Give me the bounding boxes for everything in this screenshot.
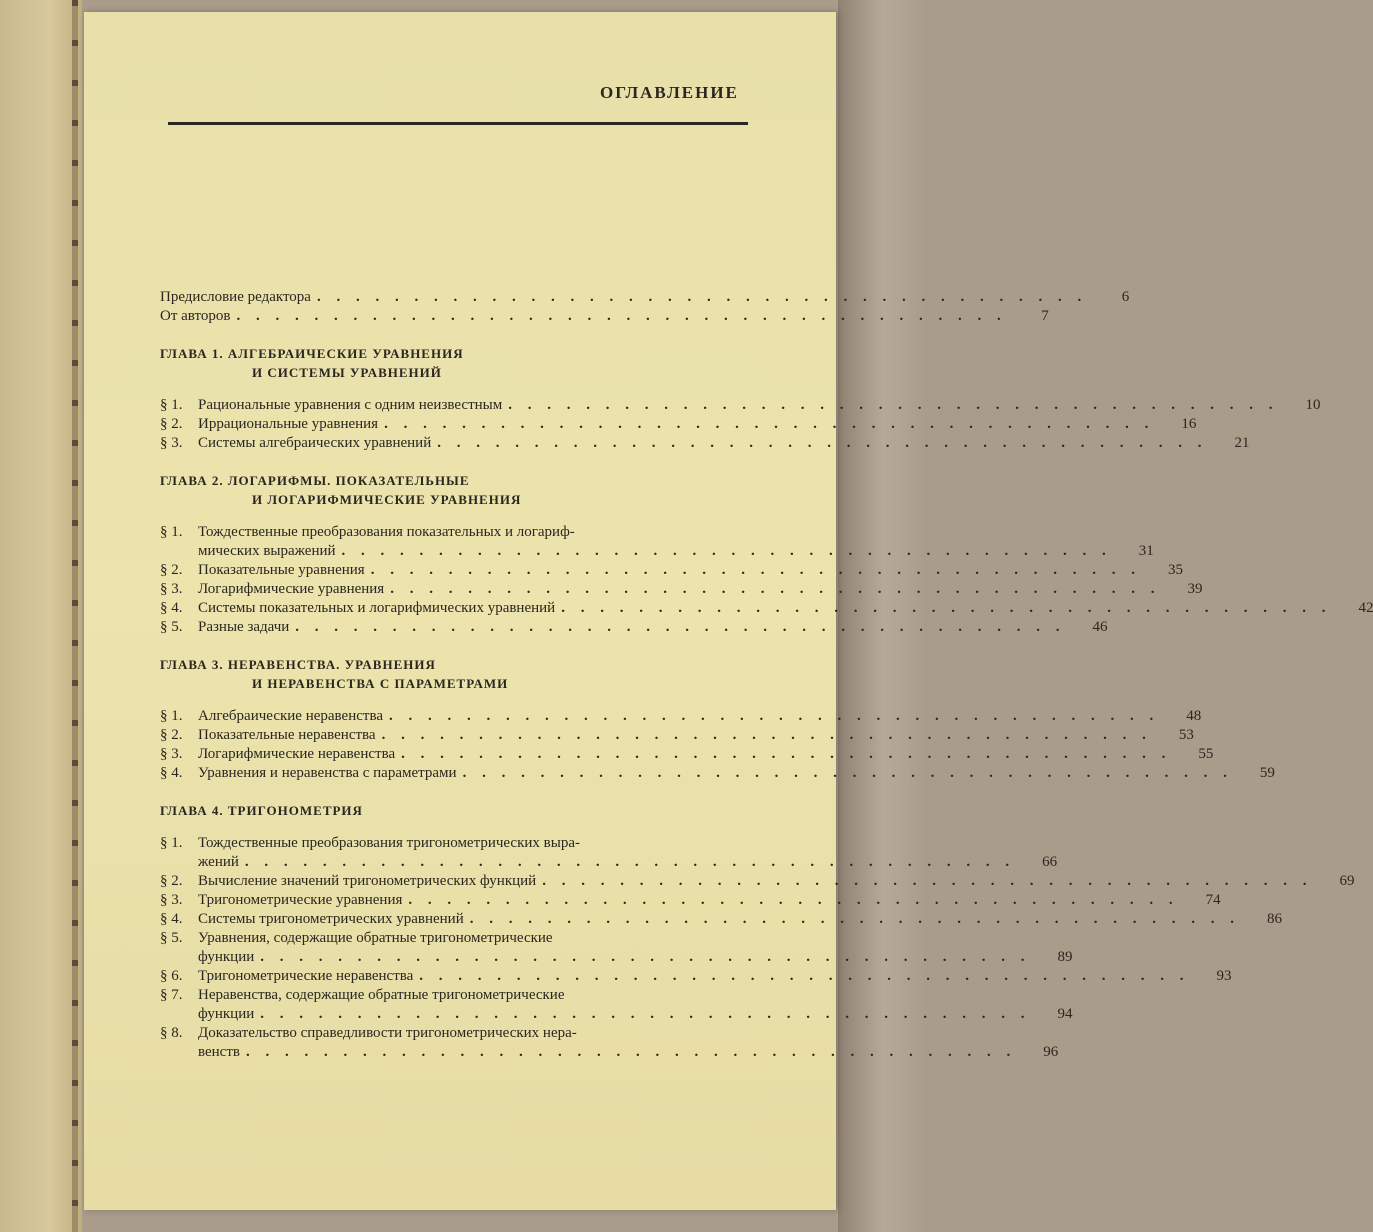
page-number: 10 (1305, 397, 1321, 413)
entry-continuation (198, 542, 1154, 561)
table-of-contents (160, 288, 1373, 1062)
section-number: § 3. (160, 435, 183, 451)
section-number: § 1. (160, 708, 183, 724)
chapter-title-line1: ГЛАВА 1. АЛГЕБРАИЧЕСКИЕ УРАВНЕНИЯ (160, 346, 464, 361)
chapter-heading (160, 471, 770, 509)
page-number: 66 (1042, 854, 1058, 870)
entry-title-continued: функции (198, 949, 255, 965)
leader-dots: . . . . . . . . . . . . . . . . . . . . . . . . . . . . . . . . . . . . . . . . (388, 708, 1160, 724)
leader-dots: . . . . . . . . . . . . . . . . . . . . . . . . . . . . . . . . . . . . . . . . (260, 949, 1031, 965)
leader-dots: . . . . . . . . . . . . . . . . . . . . . . . . . . . . . . . . . . . . . . . . (408, 892, 1179, 908)
leader-dots: . . . . . . . . . . . . . . . . . . . . . . . . . . . . . . . . . . . . . . . . (390, 581, 1161, 597)
entry-title: Тригонометрические уравнения (198, 892, 403, 908)
leader-dots: . . . . . . . . . . . . . . . . . . . . . . . . . . . . . . . . . . . . . . . . (508, 397, 1279, 413)
entry-body (198, 1024, 1058, 1062)
section-number: § 5. (160, 619, 183, 635)
section-number: § 6. (160, 968, 183, 984)
chapter-title-line2: И ЛОГАРИФМИЧЕСКИЕ УРАВНЕНИЯ (252, 492, 522, 507)
chapter-heading (160, 801, 770, 820)
leader-dots: . . . . . . . . . . . . . . . . . . . . . . . . . . . . . . . . . . . . . . . . (295, 619, 1066, 635)
entry-title: Системы показательных и логарифмических уравнений (198, 600, 556, 616)
leader-dots: . . . . . . . . . . . . . . . . . . . . . . . . . . . . . . . . . . . . . . . . (469, 911, 1240, 927)
leader-dots: . . . . . . . . . . . . . . . . . . . . . . . . . . . . . . . . . . . . . . . . (236, 308, 1007, 324)
page-number: 96 (1043, 1044, 1059, 1060)
page-number: 16 (1181, 416, 1197, 432)
page-number: 86 (1266, 911, 1282, 927)
leader-dots: . . . . . . . . . . . . . . . . . . . . . . . . . . . . . . . . . . . . . . . . (462, 765, 1233, 781)
entry-title: Разные задачи (198, 619, 290, 635)
toc-entry[interactable] (160, 396, 1321, 415)
page-number: 94 (1057, 1006, 1073, 1022)
leader-dots: . . . . . . . . . . . . . . . . . . . . . . . . . . . . . . . . . . . . . . . . (437, 435, 1208, 451)
entry-continuation (198, 853, 1057, 872)
section-number: § 2. (160, 562, 183, 578)
section-number: § 2. (160, 416, 183, 432)
page-number: 6 (1121, 289, 1130, 305)
entry-body (198, 523, 1154, 561)
header-rule (168, 122, 748, 125)
toc-entry[interactable] (160, 707, 1202, 726)
entry-title: Неравенства, содержащие обратные тригонометрические (198, 987, 565, 1003)
entry-title: Логарифмические уравнения (198, 581, 385, 597)
section-number: § 3. (160, 892, 183, 908)
page-number: 93 (1216, 968, 1232, 984)
page-number: 21 (1234, 435, 1250, 451)
leader-dots: . . . . . . . . . . . . . . . . . . . . . . . . . . . . . . . . . . . . . . . . (384, 416, 1155, 432)
entry-continuation (198, 1005, 1073, 1024)
toc-entry[interactable] (160, 910, 1282, 929)
leader-dots: . . . . . . . . . . . . . . . . . . . . . . . . . . . . . . . . . . . . . . . . (245, 1044, 1017, 1060)
entry-title: Иррациональные уравнения (198, 416, 379, 432)
toc-entry[interactable] (160, 1024, 1059, 1062)
section-number: § 2. (160, 873, 183, 889)
section-number: § 5. (160, 930, 183, 946)
entry-title: Системы алгебраических уравнений (198, 435, 432, 451)
entry-title-continued: жений (198, 854, 239, 870)
entry-title-continued: венств (198, 1044, 240, 1060)
toc-entry[interactable] (160, 434, 1250, 453)
page-number: 35 (1167, 562, 1183, 578)
section-number: § 4. (160, 765, 183, 781)
toc-entry[interactable] (160, 415, 1197, 434)
section-number: § 7. (160, 987, 183, 1003)
toc-entry[interactable] (160, 561, 1183, 580)
entry-title: Тождественные преобразования тригонометрических выра- (198, 835, 580, 851)
page-title: ОГЛАВЛЕНИЕ (600, 83, 739, 102)
entry-title: Показательные уравнения (198, 562, 365, 578)
section-number: § 1. (160, 835, 183, 851)
page-number: 48 (1186, 708, 1202, 724)
toc-entry[interactable] (160, 726, 1194, 745)
section-number: § 1. (160, 397, 183, 413)
entry-title: Уравнения, содержащие обратные тригонометрические (198, 930, 553, 946)
page-number: 7 (1041, 308, 1049, 324)
section-number: § 4. (160, 911, 183, 927)
chapter-heading (160, 344, 770, 382)
toc-entry[interactable] (160, 834, 1058, 872)
entry-title: Уравнения и неравенства с параметрами (198, 765, 457, 781)
leader-dots: . . . . . . . . . . . . . . . . . . . . . . . . . . . . . . . . . . . . . . . . (561, 600, 1332, 616)
page-number: 39 (1187, 581, 1203, 597)
entry-title: Тригонометрические неравенства (198, 968, 414, 984)
toc-entry[interactable] (160, 307, 1049, 326)
page-number: 74 (1205, 892, 1221, 908)
toc-entry[interactable] (160, 986, 1073, 1024)
leader-dots: . . . . . . . . . . . . . . . . . . . . . . . . . . . . . . . . . . . . . . . . (370, 562, 1141, 578)
toc-entry[interactable] (160, 580, 1203, 599)
entry-title: Показательные неравенства (198, 727, 376, 743)
leader-dots: . . . . . . . . . . . . . . . . . . . . . . . . . . . . . . . . . . . . . . . . (341, 543, 1112, 559)
page-number: 31 (1138, 543, 1154, 559)
page-number: 69 (1339, 873, 1355, 889)
entry-title: Алгебраические неравенства (198, 708, 383, 724)
entry-title: От авторов (160, 308, 231, 324)
entry-title-continued: мических выражений (198, 543, 336, 559)
section-number: § 8. (160, 1025, 183, 1041)
chapter-title-line1: ГЛАВА 3. НЕРАВЕНСТВА. УРАВНЕНИЯ (160, 657, 436, 672)
leader-dots: . . . . . . . . . . . . . . . . . . . . . . . . . . . . . . . . . . . . . . . . (260, 1006, 1031, 1022)
section-number: § 3. (160, 746, 183, 762)
toc-entry[interactable] (160, 891, 1221, 910)
entry-title: Рациональные уравнения с одним неизвестным (198, 397, 503, 413)
entry-body (198, 929, 1073, 967)
toc-entry[interactable] (160, 764, 1275, 783)
section-number: § 1. (160, 524, 183, 540)
section-number: § 2. (160, 727, 183, 743)
entry-continuation (198, 1043, 1058, 1062)
chapter-heading (160, 655, 770, 693)
left-page-edge (0, 0, 82, 1232)
page-number: 53 (1178, 727, 1194, 743)
book-spine-stitching (72, 0, 78, 1232)
toc-entry[interactable] (160, 872, 1355, 891)
chapter-title-line1: ГЛАВА 4. ТРИГОНОМЕТРИЯ (160, 803, 363, 818)
leader-dots: . . . . . . . . . . . . . . . . . . . . . . . . . . . . . . . . . . . . . . . . (542, 873, 1313, 889)
leader-dots: . . . . . . . . . . . . . . . . . . . . . . . . . . . . . . . . . . . . . . . . (401, 746, 1172, 762)
page-number: 59 (1259, 765, 1275, 781)
entry-title: Системы тригонометрических уравнений (198, 911, 464, 927)
entry-title: Вычисление значений тригонометрических функций (198, 873, 537, 889)
entry-title: Тождественные преобразования показательных и логариф- (198, 524, 575, 540)
chapter-title-line2: И НЕРАВЕНСТВА С ПАРАМЕТРАМИ (252, 676, 509, 691)
toc-entry[interactable] (160, 745, 1214, 764)
entry-continuation (198, 948, 1073, 967)
leader-dots: . . . . . . . . . . . . . . . . . . . . . . . . . . . . . . . . . . . . . . . . (244, 854, 1016, 870)
toc-entry[interactable] (160, 929, 1073, 967)
toc-entry[interactable] (160, 618, 1108, 637)
leader-dots: . . . . . . . . . . . . . . . . . . . . . . . . . . . . . . . . . . . . . . . . (316, 289, 1088, 305)
toc-entry[interactable] (160, 523, 1154, 561)
entry-body (198, 834, 1057, 872)
entry-title: Предисловие редактора (160, 289, 311, 305)
toc-entry[interactable] (160, 288, 1130, 307)
page-number: 89 (1057, 949, 1073, 965)
entry-title: Доказательство справедливости тригонометрических нера- (198, 1025, 577, 1041)
toc-entry[interactable] (160, 599, 1373, 618)
page-number: 46 (1092, 619, 1108, 635)
page-number: 55 (1198, 746, 1214, 762)
toc-entry[interactable] (160, 967, 1232, 986)
page-number: 42 (1358, 600, 1373, 616)
entry-body (198, 986, 1073, 1024)
leader-dots: . . . . . . . . . . . . . . . . . . . . . . . . . . . . . . . . . . . . . . . . (419, 968, 1190, 984)
chapter-title-line2: И СИСТЕМЫ УРАВНЕНИЙ (252, 365, 442, 380)
section-number: § 3. (160, 581, 183, 597)
leader-dots: . . . . . . . . . . . . . . . . . . . . . . . . . . . . . . . . . . . . . . . . (381, 727, 1152, 743)
section-number: § 4. (160, 600, 183, 616)
entry-title: Логарифмические неравенства (198, 746, 396, 762)
entry-title-continued: функции (198, 1006, 255, 1022)
chapter-title-line1: ГЛАВА 2. ЛОГАРИФМЫ. ПОКАЗАТЕЛЬНЫЕ (160, 473, 470, 488)
